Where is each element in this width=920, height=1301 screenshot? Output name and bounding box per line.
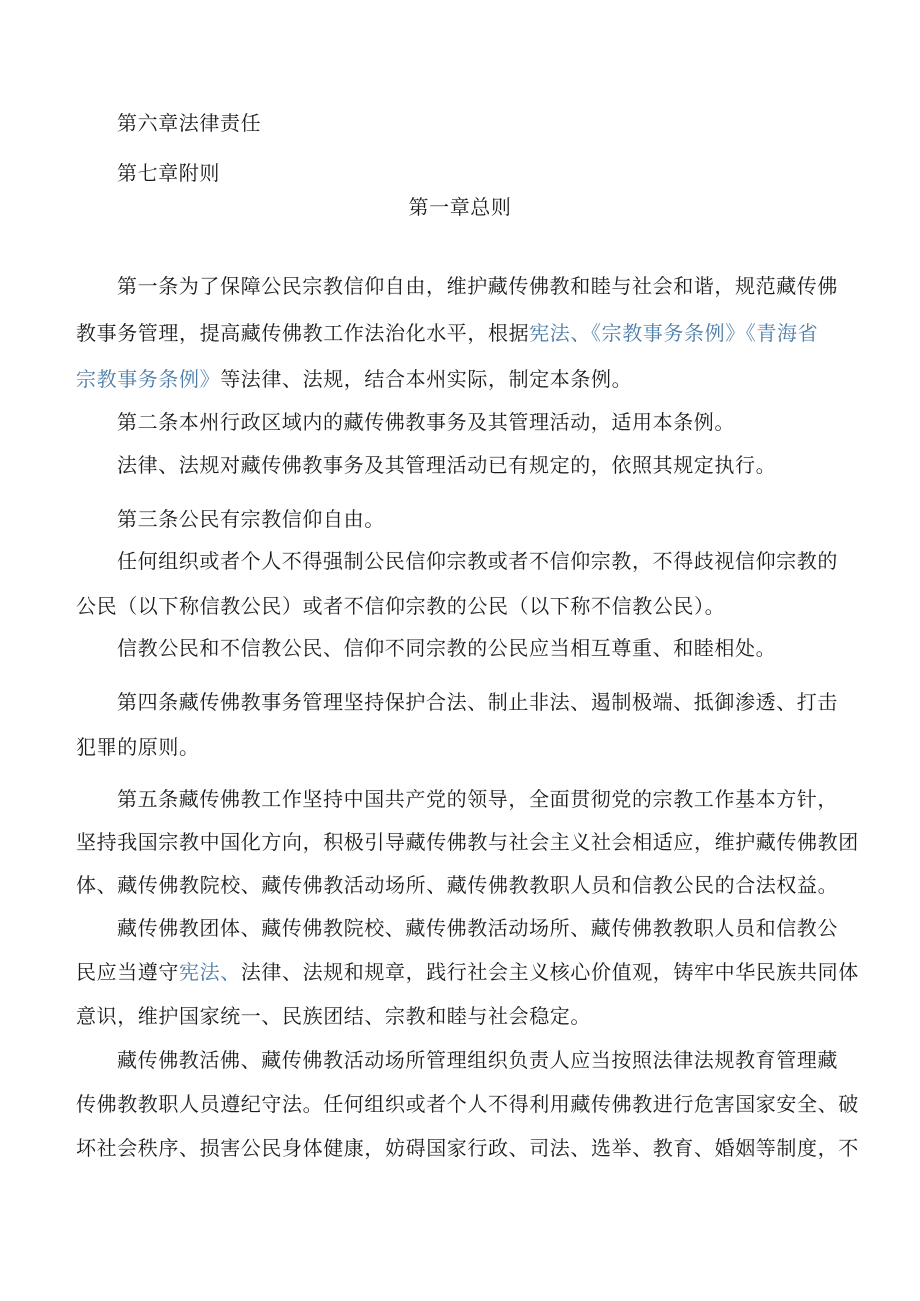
toc-chapter-7: 第七章附则 bbox=[117, 161, 220, 185]
article-3-line-1: 第三条公民有宗教信仰自由。 bbox=[117, 507, 385, 531]
article-4-line-2: 犯罪的原则。 bbox=[76, 735, 200, 759]
article-5-line-1: 第五条藏传佛教工作坚持中国共产党的领导，全面贯彻党的宗教工作基本方针， bbox=[117, 787, 838, 811]
article-5-para-2-line-2 bbox=[76, 959, 859, 985]
constitution-link[interactable]: 宪法、 bbox=[179, 960, 241, 984]
article-5-para-2-line-3: 意识，维护国家统一、民族团结、宗教和睦与社会稳定。 bbox=[76, 1004, 591, 1028]
article-3-line-3: 公民（以下称信教公民）或者不信仰宗教的公民（以下称不信教公民）。 bbox=[76, 594, 726, 618]
article-5-line-2: 坚持我国宗教中国化方向，积极引导藏传佛教与社会主义社会相适应，维护藏传佛教团 bbox=[76, 830, 859, 854]
article-1-text: 等法律、法规，结合本州实际，制定本条例。 bbox=[220, 367, 633, 391]
toc-chapter-6: 第六章法律责任 bbox=[117, 111, 262, 135]
article-3-line-2: 任何组织或者个人不得强制公民信仰宗教或者不信仰宗教，不得歧视信仰宗教的 bbox=[117, 549, 838, 573]
article-2-line-2: 法律、法规对藏传佛教事务及其管理活动已有规定的，依照其规定执行。 bbox=[117, 453, 777, 477]
chapter-heading: 第一章总则 bbox=[408, 195, 512, 219]
article-5-text: 民应当遵守 bbox=[76, 960, 179, 984]
article-1-line-3 bbox=[76, 366, 632, 392]
article-3-line-4: 信教公民和不信教公民、信仰不同宗教的公民应当相互尊重、和睦相处。 bbox=[117, 636, 777, 660]
article-4-line-1: 第四条藏传佛教事务管理坚持保护合法、制止非法、遏制极端、抵御渗透、打击 bbox=[117, 690, 838, 714]
article-1-line-2 bbox=[76, 320, 818, 346]
law-reference-link[interactable]: 宪法、《宗教事务条例》《青海省 bbox=[529, 321, 819, 345]
article-5-para-3-line-1: 藏传佛教活佛、藏传佛教活动场所管理组织负责人应当按照法律法规教育管理藏 bbox=[117, 1048, 838, 1072]
article-5-text: 法律、法规和规章，践行社会主义核心价值观，铸牢中华民族共同体 bbox=[240, 960, 859, 984]
article-1-line-1: 第一条为了保障公民宗教信仰自由，维护藏传佛教和睦与社会和谐，规范藏传佛 bbox=[117, 274, 838, 298]
article-2-line-1: 第二条本州行政区域内的藏传佛教事务及其管理活动，适用本条例。 bbox=[117, 410, 735, 434]
article-5-line-3: 体、藏传佛教院校、藏传佛教活动场所、藏传佛教教职人员和信教公民的合法权益。 bbox=[76, 873, 839, 897]
article-1-text: 教事务管理，提高藏传佛教工作法治化水平，根据 bbox=[76, 321, 530, 345]
article-5-para-3-line-3: 坏社会秩序、损害公民身体健康，妨碍国家行政、司法、选举、教育、婚姻等制度，不 bbox=[76, 1136, 859, 1160]
article-5-para-3-line-2: 传佛教教职人员遵纪守法。任何组织或者个人不得利用藏传佛教进行危害国家安全、破 bbox=[76, 1092, 859, 1116]
regulation-reference-link[interactable]: 宗教事务条例》 bbox=[76, 367, 221, 391]
article-5-para-2-line-1: 藏传佛教团体、藏传佛教院校、藏传佛教活动场所、藏传佛教教职人员和信教公 bbox=[117, 916, 838, 940]
